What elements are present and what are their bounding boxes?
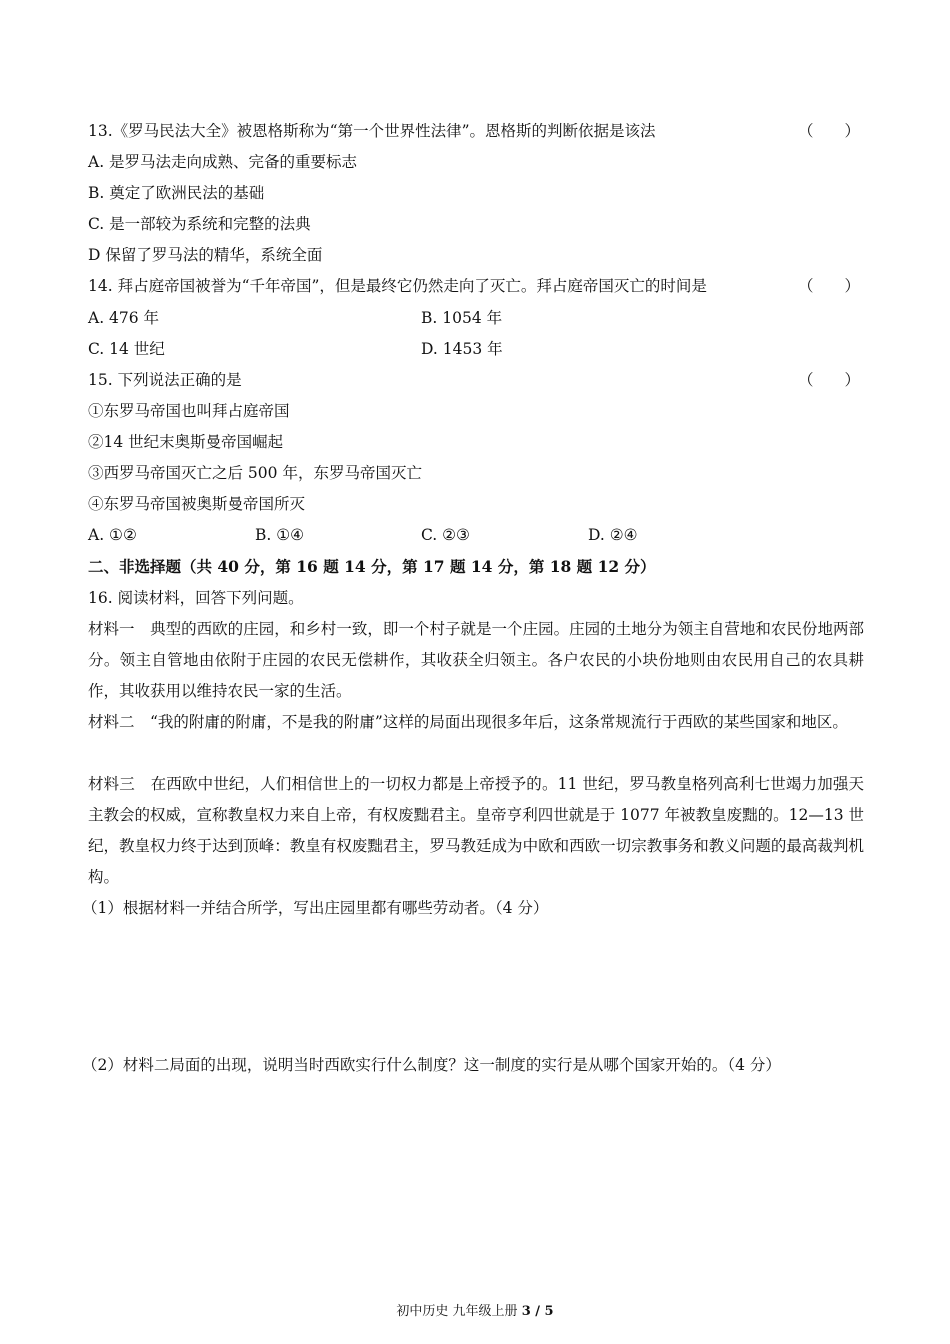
page-number: 3 / 5 [521,1304,554,1319]
q15-option-a: A. ①② [88,526,137,544]
q14-option-c: C. 14 世纪 [88,340,165,358]
q13-option-d: D 保留了罗马法的精华，系统全面 [88,246,323,264]
q15-answer-paren: （ ） [798,371,861,389]
q15-statement-2: ②14 世纪末奥斯曼帝国崛起 [88,433,284,451]
footer-text: 初中历史 九年级上册 [396,1304,522,1319]
q15-option-d: D. ②④ [588,526,638,544]
q13-option-a: A. 是罗马法走向成熟、完备的重要标志 [88,153,358,171]
q15-stem: 15. 下列说法正确的是 [88,371,242,389]
q15-statement-3: ③西罗马帝国灭亡之后 500 年，东罗马帝国灭亡 [88,464,422,482]
q14-option-b: B. 1054 年 [421,309,503,327]
q14-option-a: A. 476 年 [88,309,160,327]
q14-answer-paren: （ ） [798,277,861,295]
q15-option-c: C. ②③ [421,526,470,544]
q15-option-b: B. ①④ [255,526,305,544]
q13-option-b: B. 奠定了欧洲民法的基础 [88,184,265,202]
q13-option-c: C. 是一部较为系统和完整的法典 [88,215,311,233]
q16-stem: 16. 阅读材料，回答下列问题。 [88,589,304,607]
q16-subquestion-1: （1）根据材料一并结合所学，写出庄园里都有哪些劳动者。（4 分） [82,899,549,917]
q15-statement-1: ①东罗马帝国也叫拜占庭帝国 [88,402,290,420]
q14-option-d: D. 1453 年 [421,340,503,358]
q13-stem: 13.《罗马民法大全》被恩格斯称为“第一个世界性法律”。恩格斯的判断依据是该法 [88,122,656,140]
q16-material-3: 材料三 在西欧中世纪，人们相信世上的一切权力都是上帝授予的。11 世纪，罗马教皇格列高利七世竭力加强天主教会的权威，宣称教皇权力来自上帝，有权废黜君主。皇帝亨利四世就是于 1077 年被教皇废黜的。12—13 世纪，教皇权力终于达到顶峰：教皇有权废黜君主，罗马教廷成为中欧和西欧一切宗教事务和教义问题的最高裁判机构。 [88,775,864,886]
q16-material-2: 材料二 “我的附庸的附庸，不是我的附庸”这样的局面出现很多年后，这条常规流行于西欧的某些国家和地区。 [88,713,848,731]
q16-material-1: 材料一 典型的西欧的庄园，和乡村一致，即一个村子就是一个庄园。庄园的土地分为领主自营地和农民份地两部分。领主自管地由依附于庄园的农民无偿耕作，其收获全归领主。各户农民的小块份地则由农民用自己的农具耕作，其收获用以维持农民一家的生活。 [88,620,864,700]
q14-stem: 14. 拜占庭帝国被誉为“千年帝国”，但是最终它仍然走向了灭亡。拜占庭帝国灭亡的时间是 [88,277,707,295]
q15-statement-4: ④东罗马帝国被奥斯曼帝国所灭 [88,495,306,513]
q16-subquestion-2: （2）材料二局面的出现，说明当时西欧实行什么制度？这一制度的实行是从哪个国家开始的。（4 分） [82,1056,781,1074]
q13-answer-paren: （ ） [798,122,861,140]
page-footer [0,1304,950,1320]
section-heading: 二、非选择题（共 40 分，第 16 题 14 分，第 17 题 14 分，第 18 题 12 分） [88,557,656,576]
